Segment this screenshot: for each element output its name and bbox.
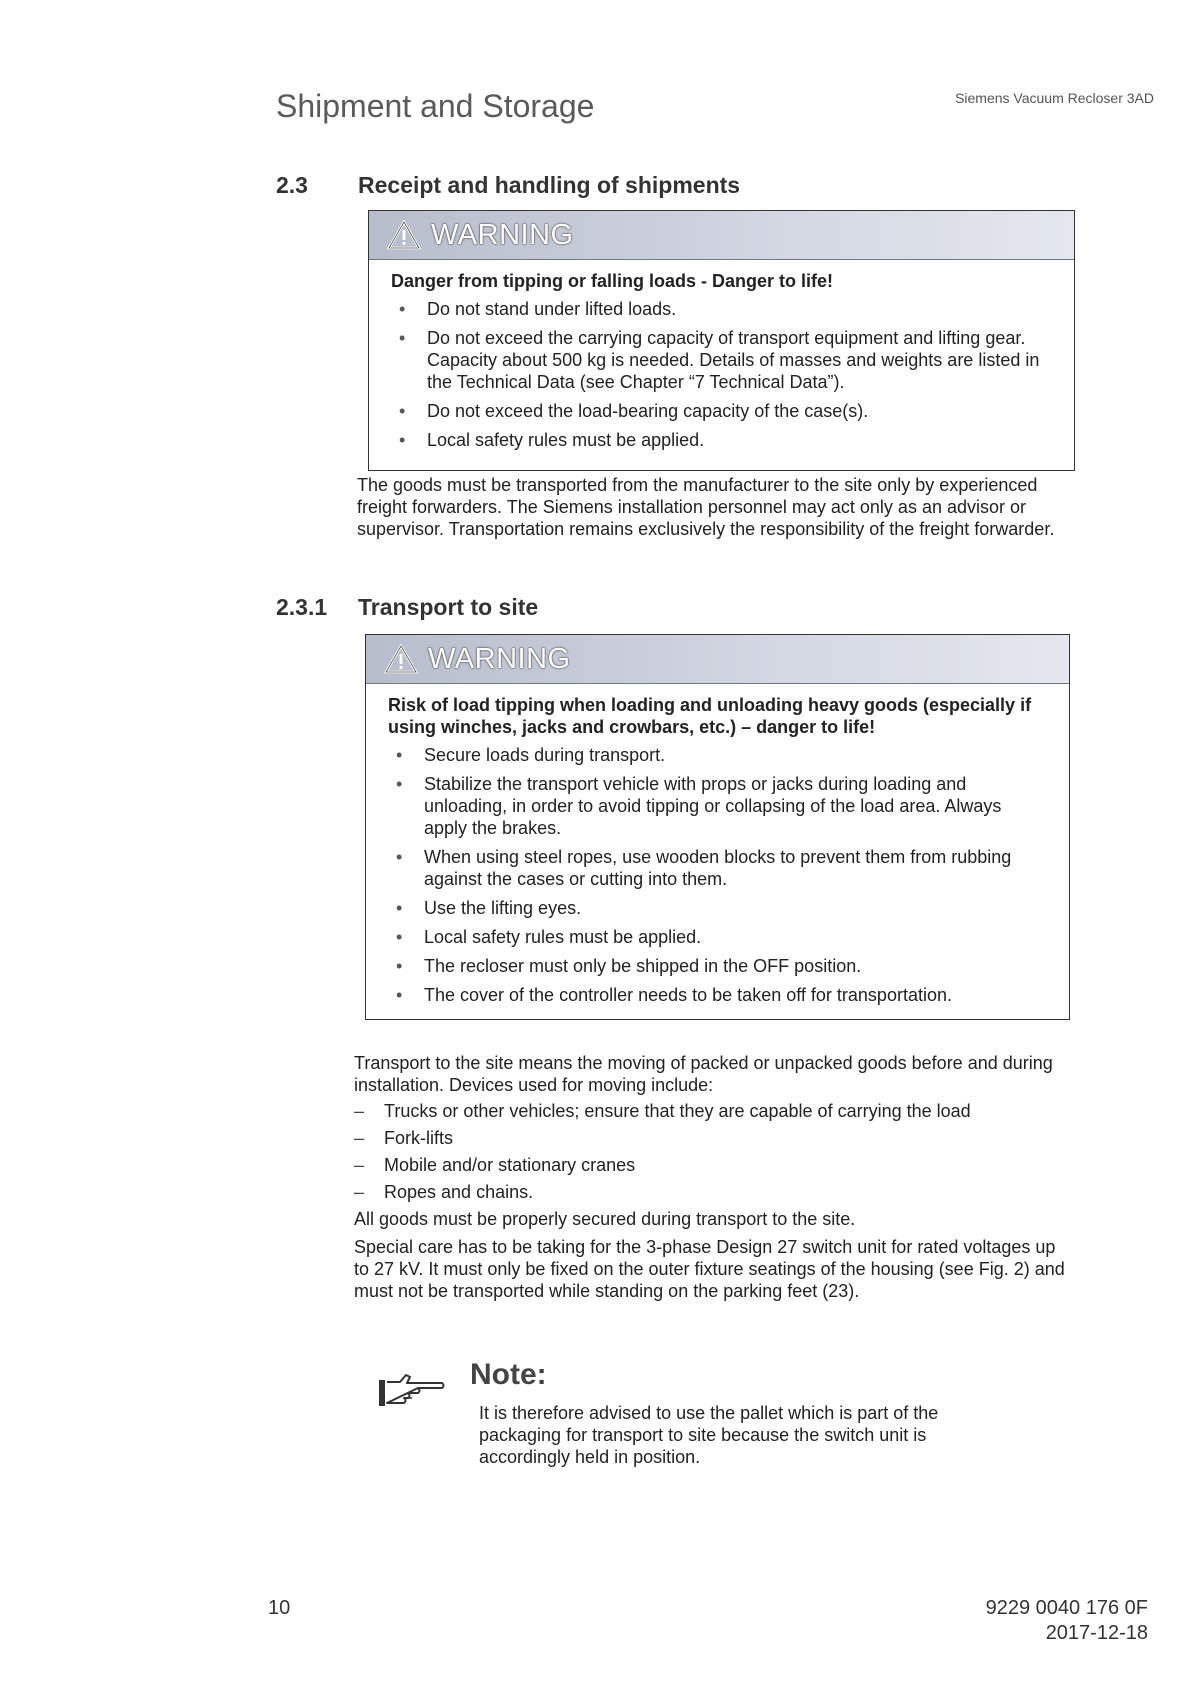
transport-text xyxy=(354,1052,1074,1302)
note-text: It is therefore advised to use the pallet which is part of the packaging for transport to site because the switch unit is accordingly held in position. xyxy=(479,1403,939,1467)
list-item: • Stabilize the transport vehicle with props or jacks during loading and unloading, in order to avoid tipping or collapsing of the load area. Always apply the brakes. xyxy=(388,773,1049,839)
paragraph: The goods must be transported from the manufacturer to the site only by experienced freight forwarders. The Siemens installation personnel may act only as an advisor or supervisor. Transportation remains exclusively the responsibility of the freight forwarder. xyxy=(357,475,1055,539)
list-item: • Use the lifting eyes. xyxy=(388,897,1049,919)
note-title: Note: xyxy=(470,1358,547,1391)
paragraph: Transport to the site means the moving of packed or unpacked goods before and during installation. Devices used for moving include: xyxy=(354,1053,1053,1095)
list-item: – Trucks or other vehicles; ensure that they are capable of carrying the load xyxy=(354,1100,1074,1122)
section-number: 2.3 xyxy=(276,172,308,198)
list-item: • Do not exceed the carrying capacity of transport equipment and lifting gear. Capacity about 500 kg is needed. Details of masses and weights are listed in the Technical Data (see Chapter “7 Technical Data”). xyxy=(391,327,1054,393)
section-number: 2.3.1 xyxy=(276,594,328,620)
section-title: Transport to site xyxy=(358,594,539,620)
warning-box xyxy=(365,634,1070,1020)
warning-triangle-icon xyxy=(384,644,418,674)
warning-triangle-icon xyxy=(387,220,421,250)
pointing-hand-icon xyxy=(378,1370,446,1408)
danger-statement: Danger from tipping or falling loads - Danger to life! xyxy=(391,271,834,291)
warning-label: WARNING xyxy=(431,218,574,251)
document-number: 9229 0040 176 0F xyxy=(985,1597,1148,1619)
warning-list xyxy=(391,298,1054,451)
list-item: • The recloser must only be shipped in the OFF position. xyxy=(388,955,1049,977)
warning-header xyxy=(369,211,1074,260)
list-item: – Mobile and/or stationary cranes xyxy=(354,1154,1074,1176)
paragraph: Special care has to be taking for the 3-phase Design 27 switch unit for rated voltages up to 27 kV. It must only be fixed on the outer fixture seatings of the housing (see Fig. 2) and must not be transported while standing on the parking feet (23). xyxy=(354,1237,1065,1301)
warning-label: WARNING xyxy=(428,642,571,675)
list-item: • When using steel ropes, use wooden blocks to prevent them from rubbing against the cases or cutting into them. xyxy=(388,846,1049,890)
page-number: 10 xyxy=(268,1597,291,1619)
section-title: Receipt and handling of shipments xyxy=(358,172,741,198)
list-item: • The cover of the controller needs to be taken off for transportation. xyxy=(388,984,1049,1006)
list-item: – Fork-lifts xyxy=(354,1127,1074,1149)
list-item: • Secure loads during transport. xyxy=(388,744,1049,766)
document-title: Siemens Vacuum Recloser 3AD xyxy=(955,90,1154,106)
devices-list xyxy=(354,1100,1074,1203)
danger-statement: Risk of load tipping when loading and unloading heavy goods (especially if using winches, jacks and crowbars, etc.) – danger to life! xyxy=(388,695,1032,737)
list-item: • Local safety rules must be applied. xyxy=(388,926,1049,948)
list-item: • Do not exceed the load-bearing capacity of the case(s). xyxy=(391,400,1054,422)
chapter-title: Shipment and Storage xyxy=(276,88,595,124)
warning-header xyxy=(366,635,1069,684)
list-item: • Do not stand under lifted loads. xyxy=(391,298,1054,320)
warning-list xyxy=(388,744,1049,1006)
list-item: – Ropes and chains. xyxy=(354,1181,1074,1203)
list-item: • Local safety rules must be applied. xyxy=(391,429,1054,451)
warning-box xyxy=(368,210,1075,471)
paragraph: All goods must be properly secured during transport to the site. xyxy=(354,1209,856,1229)
document-date: 2017-12-18 xyxy=(1045,1622,1148,1644)
